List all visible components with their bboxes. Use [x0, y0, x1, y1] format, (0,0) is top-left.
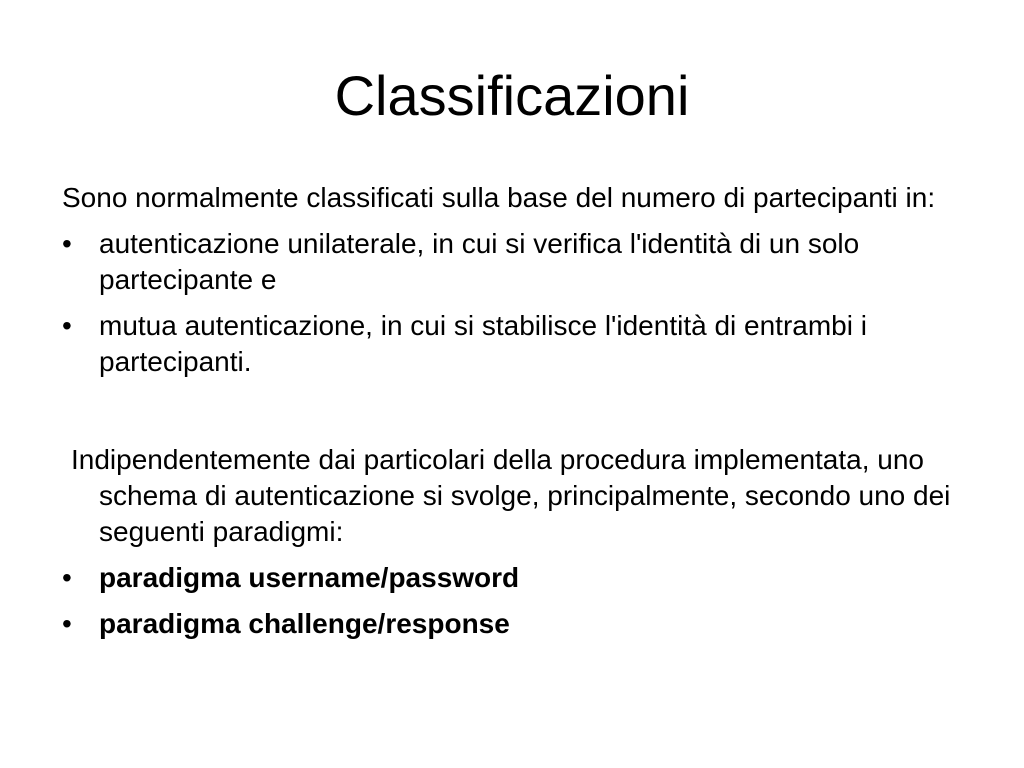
bullet-text: autenticazione unilaterale, in cui si verifica l'identità di un solo partecipante e: [99, 228, 860, 295]
bullet-text: paradigma challenge/response: [99, 608, 510, 639]
bullet-item-unilateral: [62, 226, 960, 298]
bullet-icon: •: [62, 562, 72, 593]
intro-paragraph: Sono normalmente classificati sulla base del numero di partecipanti in:: [62, 182, 936, 213]
bullet-item-mutual: [62, 308, 960, 380]
bullet-icon: •: [62, 310, 72, 341]
bullet-item-challenge-response: [62, 606, 960, 642]
bullet-item-username-password: [62, 560, 960, 596]
slide-title: Classificazioni: [334, 64, 690, 127]
slide-body: [62, 180, 960, 652]
bullet-text: paradigma username/password: [99, 562, 520, 593]
bullet-icon: •: [62, 608, 72, 639]
paradigms-paragraph: Indipendentemente dai particolari della procedura implementata, uno schema di autenticazione si svolge, principalmente, secondo uno dei seguenti paradigmi:: [71, 444, 951, 547]
bullet-icon: •: [62, 228, 72, 259]
bullet-text: mutua autenticazione, in cui si stabilisce l'identità di entrambi i partecipanti.: [99, 310, 867, 377]
